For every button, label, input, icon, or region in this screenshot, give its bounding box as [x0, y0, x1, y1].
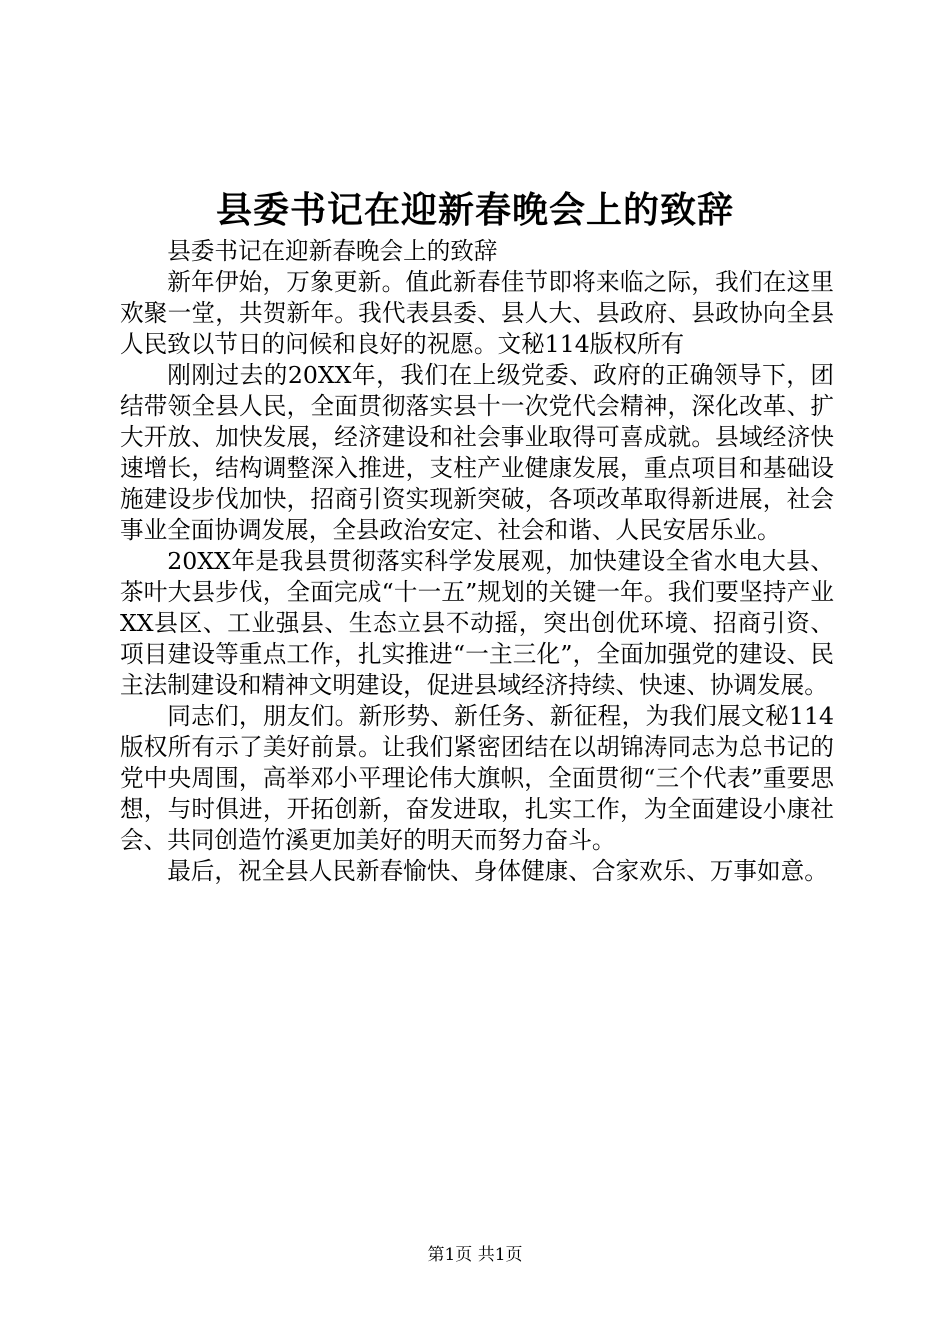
document-body	[120, 236, 834, 887]
paragraph-review: 刚刚过去的20XX年，我们在上级党委、政府的正确领导下，团结带领全县人民，全面贯彻落实县十一次党代会精神，深化改革、扩大开放、加快发展，经济建设和社会事业取得可喜成就。县域经济快速增长，结构调整深入推进，支柱产业健康发展，重点项目和基础设施建设步伐加快，招商引资实现新突破，各项改革取得新进展，社会事业全面协调发展，全县政治安定、社会和谐、人民安居乐业。	[120, 361, 834, 544]
document-title: 县委书记在迎新春晚会上的致辞	[215, 189, 734, 231]
paragraph-greeting: 新年伊始，万象更新。值此新春佳节即将来临之际，我们在这里欢聚一堂，共贺新年。我代表县委、县人大、县政府、县政协向全县人民致以节日的问候和良好的祝愿。文秘114版权所有	[120, 268, 834, 358]
paragraph-closing: 最后，祝全县人民新春愉快、身体健康、合家欢乐、万事如意。	[167, 857, 828, 885]
paragraph-call: 同志们，朋友们。新形势、新任务、新征程，为我们展文秘114版权所有示了美好前景。让我们紧密团结在以胡锦涛同志为总书记的党中央周围，高举邓小平理论伟大旗帜，全面贯彻“三个代表”重要思想，与时俱进，开拓创新，奋发进取，扎实工作，为全面建设小康社会、共同创造竹溪更加美好的明天而努力奋斗。	[120, 702, 834, 854]
page-number-footer: 第1页 共1页	[427, 1245, 523, 1265]
paragraph-plan: 20XX年是我县贯彻落实科学发展观，加快建设全省水电大县、茶叶大县步伐，全面完成“十一五”规划的关键一年。我们要坚持产业XX县区、工业强县、生态立县不动摇，突出创优环境、招商引资、项目建设等重点工作，扎实推进“一主三化”，全面加强党的建设、民主法制建设和精神文明建设，促进县域经济持续、快速、协调发展。	[120, 547, 834, 699]
paragraph-subtitle: 县委书记在迎新春晚会上的致辞	[167, 237, 498, 265]
